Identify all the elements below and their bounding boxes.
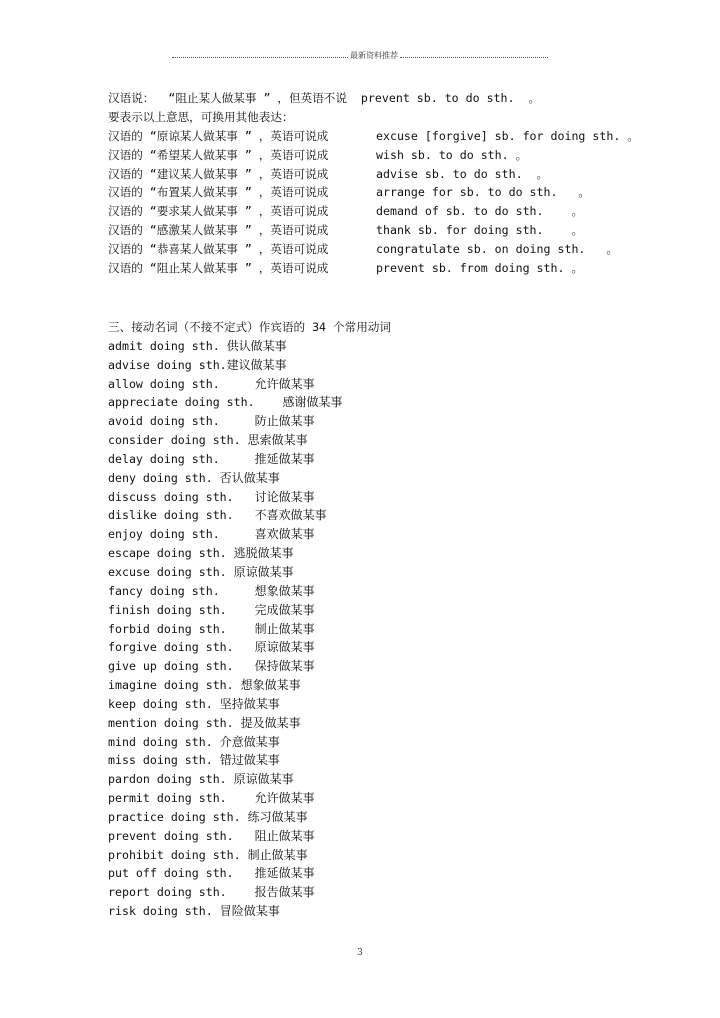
page-number: 3 [357,948,363,958]
verb-row [108,469,668,488]
verb-row [108,676,668,695]
verb-row [108,714,668,733]
equivalent-row [108,202,688,221]
verb-row [108,393,668,412]
verb-english: fancy doing sth. [108,583,255,598]
equivalent-row [108,183,688,202]
verb-chinese: 报告做某事 [254,885,315,900]
verb-english: forbid doing sth. [108,621,255,636]
verb-row [108,488,668,507]
equivalent-chinese: 汉语的 “感激某人做某事 ” ，英语可说成 [108,223,329,238]
verb-chinese: 允许做某事 [254,791,315,806]
verb-row [108,525,668,544]
verb-row [108,657,668,676]
verb-english: report doing sth. [108,885,255,900]
verb-row [108,506,668,525]
verb-chinese: 想象做某事 [254,583,315,598]
verb-row [108,827,668,846]
verb-row [108,375,668,394]
verb-chinese: 供认做某事 [226,338,287,353]
equivalent-english: demand of sb. to do sth. 。 [376,204,584,219]
verb-row [108,601,668,620]
verb-row [108,638,668,657]
verb-row [108,733,668,752]
equivalent-row [108,146,688,165]
verb-chinese: 感谢做某事 [282,395,343,410]
verb-english: permit doing sth. [108,791,255,806]
verb-row [108,864,668,883]
verb-english: delay doing sth. [108,451,255,466]
verb-english: prevent doing sth. [108,828,255,843]
verb-chinese: 坚持做某事 [219,696,280,711]
verb-english: mention doing sth. [108,715,241,730]
verb-english: avoid doing sth. [108,414,255,429]
verb-chinese: 原谅做某事 [233,772,294,787]
equivalent-english: arrange for sb. to do sth. 。 [376,185,591,200]
verb-row [108,431,668,450]
verb-chinese: 逃脱做某事 [233,546,294,561]
verb-row [108,695,668,714]
verb-row [108,450,668,469]
verb-chinese: 保持做某事 [254,659,315,674]
verb-row [108,620,668,639]
verb-english: mind doing sth. [108,734,220,749]
verb-chinese: 提及做某事 [240,715,301,730]
verb-row [108,789,668,808]
verb-chinese: 练习做某事 [247,809,308,824]
verb-english: forgive doing sth. [108,640,255,655]
verb-chinese: 冒险做某事 [219,904,280,919]
verb-english: appreciate doing sth. [108,395,283,410]
equivalent-english: congratulate sb. on doing sth. 。 [376,242,618,257]
verb-english: enjoy doing sth. [108,527,255,542]
verb-chinese: 想象做某事 [240,678,301,693]
verb-english: admit doing sth. [108,338,227,353]
equivalent-chinese: 汉语的 “恭喜某人做某事 ” ，英语可说成 [108,242,329,257]
verb-chinese: 推延做某事 [254,451,315,466]
equivalent-row [108,165,688,184]
equivalent-chinese: 汉语的 “原谅某人做某事 ” ，英语可说成 [108,128,329,143]
verb-row [108,356,668,375]
verb-english: consider doing sth. [108,433,248,448]
verb-chinese: 错过做某事 [219,753,280,768]
verb-chinese: 喜欢做某事 [254,527,315,542]
equivalent-english: prevent sb. from doing sth. 。 [376,261,584,276]
verb-english: allow doing sth. [108,376,255,391]
page-header [0,50,720,61]
header-dotted-rule-right [400,53,548,58]
equivalent-chinese: 汉语的 “要求某人做某事 ” ，英语可说成 [108,204,329,219]
verb-english: escape doing sth. [108,546,234,561]
verb-english: prohibit doing sth. [108,847,248,862]
equivalent-row [108,240,688,259]
verb-row [108,563,668,582]
equivalent-english: advise sb. to do sth. 。 [376,166,549,181]
verb-row [108,846,668,865]
verb-row [108,337,668,356]
verb-english: imagine doing sth. [108,678,241,693]
equivalent-english: excuse [forgive] sb. for doing sth. 。 [376,128,639,143]
intro-line-2: 要表示以上意思，可换用其他表达： [108,109,294,124]
verb-chinese: 完成做某事 [254,602,315,617]
verb-english: discuss doing sth. [108,489,255,504]
verb-english: pardon doing sth. [108,772,234,787]
verb-row [108,902,668,921]
equivalent-chinese: 汉语的 “建议某人做某事 ” ，英语可说成 [108,166,329,181]
verb-chinese: 否认做某事 [219,470,280,485]
equivalent-english: wish sb. to do sth. 。 [376,147,528,162]
equivalent-row [108,259,688,278]
section-title: 三、接动名词（不接不定式）作宾语的 34 个常用动词 [108,320,391,334]
equivalent-chinese: 汉语的 “希望某人做某事 ” ，英语可说成 [108,147,329,162]
verb-row [108,412,668,431]
intro-line-1: 汉语说： “阻止某人做某事 ” ，但英语不说 prevent sb. to do sth. 。 [108,91,541,105]
verb-row [108,582,668,601]
verb-row [108,808,668,827]
verb-english: dislike doing sth. [108,508,255,523]
equivalent-row [108,127,688,146]
verb-row [108,883,668,902]
verb-chinese: 原谅做某事 [254,640,315,655]
verb-chinese: 思索做某事 [247,433,308,448]
verb-chinese: 制止做某事 [254,621,315,636]
verb-chinese: 介意做某事 [219,734,280,749]
gerund-section [108,318,668,921]
verb-chinese: 不喜欢做某事 [254,508,327,523]
verb-chinese: 建议做某事 [226,357,287,372]
verb-chinese: 允许做某事 [254,376,315,391]
verb-english: excuse doing sth. [108,564,234,579]
equivalents-list [108,127,688,278]
verb-row [108,544,668,563]
header-title: 最新资料推荐 [350,51,398,60]
verb-english: put off doing sth. [108,866,255,881]
verb-english: miss doing sth. [108,753,220,768]
verb-english: risk doing sth. [108,904,220,919]
verb-chinese: 制止做某事 [247,847,308,862]
equivalent-chinese: 汉语的 “布置某人做某事 ” ，英语可说成 [108,185,329,200]
equivalent-english: thank sb. for doing sth. 。 [376,223,584,238]
header-dotted-rule-left [172,53,348,58]
verb-english: give up doing sth. [108,659,255,674]
verb-english: keep doing sth. [108,696,220,711]
intro-block [108,89,688,278]
verb-chinese: 阻止做某事 [254,828,315,843]
verb-chinese: 讨论做某事 [254,489,315,504]
verb-english: deny doing sth. [108,470,220,485]
verb-chinese: 原谅做某事 [233,564,294,579]
equivalent-chinese: 汉语的 “阻止某人做某事 ” ，英语可说成 [108,261,329,276]
verb-chinese: 推延做某事 [254,866,315,881]
verb-row [108,751,668,770]
verb-chinese: 防止做某事 [254,414,315,429]
verb-english: finish doing sth. [108,602,255,617]
equivalent-row [108,221,688,240]
verb-list [108,337,668,921]
verb-row [108,770,668,789]
verb-english: practice doing sth. [108,809,248,824]
verb-english: advise doing sth. [108,357,227,372]
